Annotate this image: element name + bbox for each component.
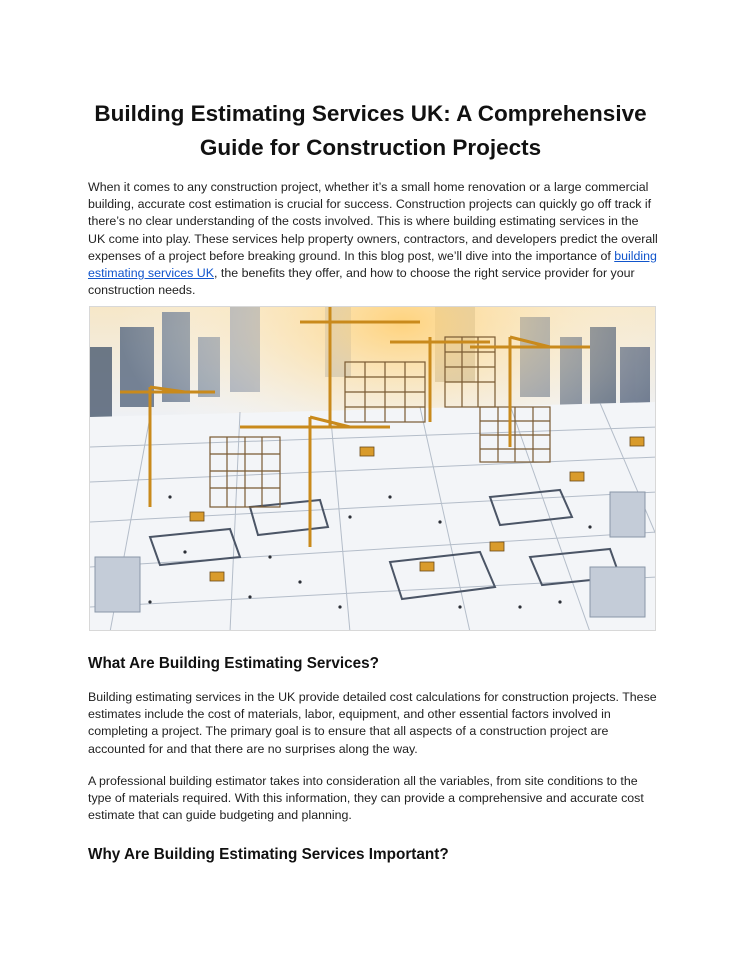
- construction-illustration: [89, 306, 656, 631]
- section-heading-why-important: Why Are Building Estimating Services Important?: [88, 846, 449, 863]
- intro-text-after-link: , the benefits they offer, and how to choose the right service provider for your construction needs.: [88, 266, 635, 298]
- section1-paragraph1: Building estimating services in the UK provide detailed cost calculations for construction projects. These estimates include the cost of materials, labor, equipment, and other essential factors involved in completing a project. The primary goal is to ensure that all aspects of a construction project are accounted for and that there are no surprises along the way.: [88, 690, 657, 756]
- page-title: Building Estimating Services UK: A Comprehensive Guide for Construction Projects: [94, 101, 647, 160]
- section-heading-what-are: What Are Building Estimating Services?: [88, 655, 379, 672]
- intro-paragraph: [88, 179, 658, 299]
- section1-paragraph2: A professional building estimator takes into consideration all the variables, from site conditions to the type of materials required. With this information, they can provide a comprehensive and accurate cost estimate that can guide budgeting and planning.: [88, 774, 644, 823]
- intro-text-before-link: When it comes to any construction project, whether it’s a small home renovation or a large commercial building, accurate cost estimation is crucial for success. Construction projects can quickly go off track if there’s no clear understanding of the costs involved. This is where building estimating services in the UK come into play. These services help property owners, contractors, and developers predict the overall expenses of a project before breaking ground. In this blog post, we’ll dive into the importance of: [88, 180, 658, 263]
- building-estimating-services-link[interactable]: building estimating services UK: [88, 248, 657, 281]
